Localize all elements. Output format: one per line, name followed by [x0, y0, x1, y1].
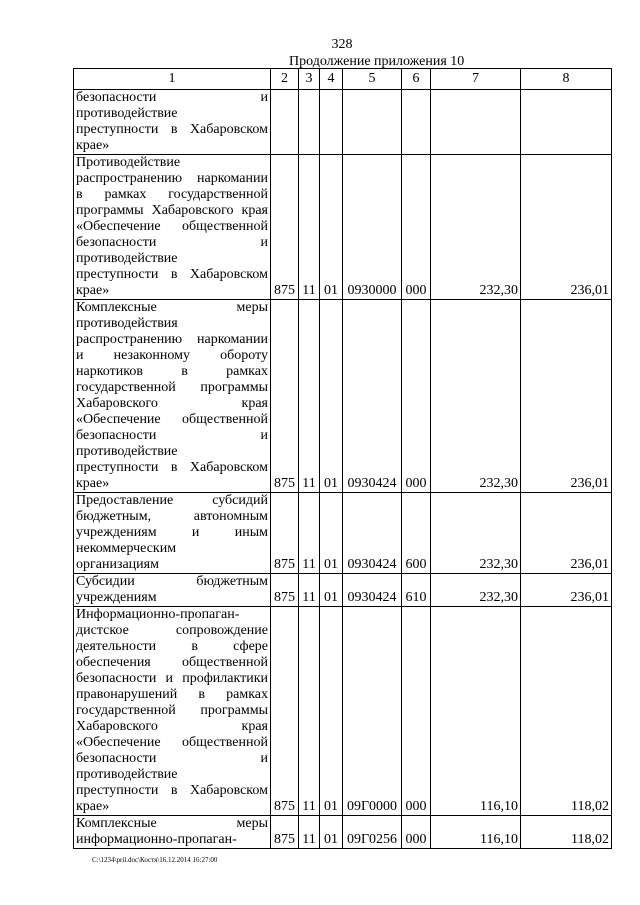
item-name-line: Хабаровского края	[76, 719, 268, 734]
item-name-line: «Обеспечение общественной	[76, 219, 268, 234]
item-name-cell	[74, 300, 271, 493]
cell-col-8: 236,01	[521, 155, 612, 300]
cell-col-2: 875	[271, 155, 299, 300]
item-name-line: «Обеспечение общественной	[76, 735, 268, 750]
cell-col-8: 118,02	[521, 816, 612, 849]
item-name-line: преступности в Хабаровском	[76, 460, 268, 475]
cell-col-4: 01	[320, 816, 343, 849]
cell-col-4	[320, 90, 343, 155]
item-name-line: дистское сопровождение	[76, 623, 268, 638]
item-name-line: бюджетным, автономным	[76, 509, 268, 524]
cell-col-6	[402, 90, 431, 155]
item-name-line: Хабаровского края	[76, 396, 268, 411]
cell-col-7: 116,10	[431, 816, 521, 849]
item-name-line: программы Хабаровского края	[76, 203, 268, 218]
cell-col-2: 875	[271, 300, 299, 493]
item-name-line: крае»	[76, 799, 110, 814]
item-name-cell	[74, 816, 271, 849]
header-cell-4: 4	[320, 69, 343, 90]
cell-col-5: 0930000	[343, 155, 402, 300]
header-cell-8: 8	[521, 69, 612, 90]
table-row	[74, 816, 612, 849]
cell-col-7	[431, 90, 521, 155]
budget-table	[73, 68, 612, 849]
item-name-line: крае»	[76, 476, 110, 491]
cell-col-2	[271, 90, 299, 155]
item-name-line: «Обеспечение общественной	[76, 412, 268, 427]
cell-col-8	[521, 90, 612, 155]
cell-col-6: 600	[402, 493, 431, 574]
cell-col-3: 11	[299, 155, 320, 300]
item-name-line: в рамках государственной	[76, 187, 268, 202]
file-path-footer: C:\1234\pril.doc\Костя\16.12.2014 16:27:00	[92, 856, 218, 864]
cell-col-4: 01	[320, 607, 343, 816]
item-name-cell	[74, 90, 271, 155]
item-name-line: Противодействие	[76, 155, 181, 170]
cell-col-7: 232,30	[431, 155, 521, 300]
table-row	[74, 90, 612, 155]
item-name-cell	[74, 155, 271, 300]
item-name-cell	[74, 574, 271, 607]
header-cell-7: 7	[431, 69, 521, 90]
item-name-line: обеспечения общественной	[76, 655, 268, 670]
item-name-line: государственной программы	[76, 380, 268, 395]
header-cell-3: 3	[299, 69, 320, 90]
cell-col-7: 116,10	[431, 607, 521, 816]
cell-col-2: 875	[271, 607, 299, 816]
item-name-line: некоммерческим	[76, 541, 177, 556]
cell-col-4: 01	[320, 493, 343, 574]
header-cell-5: 5	[343, 69, 402, 90]
header-cell-1: 1	[74, 69, 271, 90]
item-name-line: организациям	[76, 557, 159, 572]
item-name-line: Информационно-пропаган-	[76, 607, 240, 622]
item-name-line: безопасности и	[76, 90, 268, 105]
cell-col-3: 11	[299, 607, 320, 816]
item-name-cell	[74, 607, 271, 816]
item-name-line: безопасности и	[76, 235, 268, 250]
item-name-line: преступности в Хабаровском	[76, 122, 268, 137]
table-body	[74, 90, 612, 849]
item-name-line: безопасности и профилактики	[76, 671, 268, 686]
item-name-line: информационно-пропаган-	[76, 832, 237, 847]
cell-col-2: 875	[271, 493, 299, 574]
cell-col-8: 236,01	[521, 300, 612, 493]
page-number: 328	[331, 37, 353, 52]
table-row	[74, 574, 612, 607]
item-name-line: противодействие	[76, 251, 178, 266]
cell-col-8: 118,02	[521, 607, 612, 816]
table-row	[74, 155, 612, 300]
cell-col-3: 11	[299, 574, 320, 607]
item-name-line: безопасности и	[76, 751, 268, 766]
cell-col-6: 000	[402, 300, 431, 493]
item-name-line: распространению наркомании	[76, 332, 268, 347]
cell-col-7: 232,30	[431, 300, 521, 493]
cell-col-4: 01	[320, 300, 343, 493]
table-row	[74, 300, 612, 493]
cell-col-6: 000	[402, 816, 431, 849]
cell-col-6: 610	[402, 574, 431, 607]
cell-col-8: 236,01	[521, 574, 612, 607]
item-name-line: преступности в Хабаровском	[76, 267, 268, 282]
item-name-line: крае»	[76, 138, 110, 153]
cell-col-5: 0930424	[343, 493, 402, 574]
cell-col-5: 09Г0000	[343, 607, 402, 816]
item-name-line: учреждениям и иным	[76, 525, 268, 540]
cell-col-5	[343, 90, 402, 155]
cell-col-3: 11	[299, 300, 320, 493]
item-name-line: крае»	[76, 283, 110, 298]
item-name-line: деятельности в сфере	[76, 639, 268, 654]
header-cell-2: 2	[271, 69, 299, 90]
item-name-line: наркотиков в рамках	[76, 364, 268, 379]
cell-col-6: 000	[402, 155, 431, 300]
item-name-line: государственной программы	[76, 703, 268, 718]
item-name-line: противодействие	[76, 444, 178, 459]
cell-col-7: 232,30	[431, 493, 521, 574]
header-cell-6: 6	[402, 69, 431, 90]
table-row	[74, 493, 612, 574]
cell-col-7: 232,30	[431, 574, 521, 607]
cell-col-3	[299, 90, 320, 155]
cell-col-5: 0930424	[343, 574, 402, 607]
item-name-line: распространению наркомании	[76, 171, 268, 186]
appendix-caption: Продолжение приложения 10	[289, 54, 465, 69]
cell-col-6: 000	[402, 607, 431, 816]
table-header-row	[74, 69, 612, 90]
item-name-line: Комплексные меры	[76, 300, 268, 315]
item-name-line: противодействие	[76, 106, 178, 121]
item-name-line: Комплексные меры	[76, 816, 268, 831]
cell-col-3: 11	[299, 816, 320, 849]
cell-col-4: 01	[320, 155, 343, 300]
item-name-cell	[74, 493, 271, 574]
cell-col-8: 236,01	[521, 493, 612, 574]
item-name-line: противодействия	[76, 316, 178, 331]
table-row	[74, 607, 612, 816]
item-name-line: учреждениям	[76, 590, 157, 605]
cell-col-5: 0930424	[343, 300, 402, 493]
item-name-line: Субсидии бюджетным	[76, 574, 268, 589]
cell-col-2: 875	[271, 574, 299, 607]
cell-col-5: 09Г0256	[343, 816, 402, 849]
cell-col-2: 875	[271, 816, 299, 849]
item-name-line: и незаконному обороту	[76, 348, 268, 363]
item-name-line: безопасности и	[76, 428, 268, 443]
item-name-line: противодействие	[76, 767, 178, 782]
item-name-line: преступности в Хабаровском	[76, 783, 268, 798]
item-name-line: Предоставление субсидий	[76, 493, 268, 508]
cell-col-4: 01	[320, 574, 343, 607]
cell-col-3: 11	[299, 493, 320, 574]
item-name-line: правонарушений в рамках	[76, 687, 268, 702]
